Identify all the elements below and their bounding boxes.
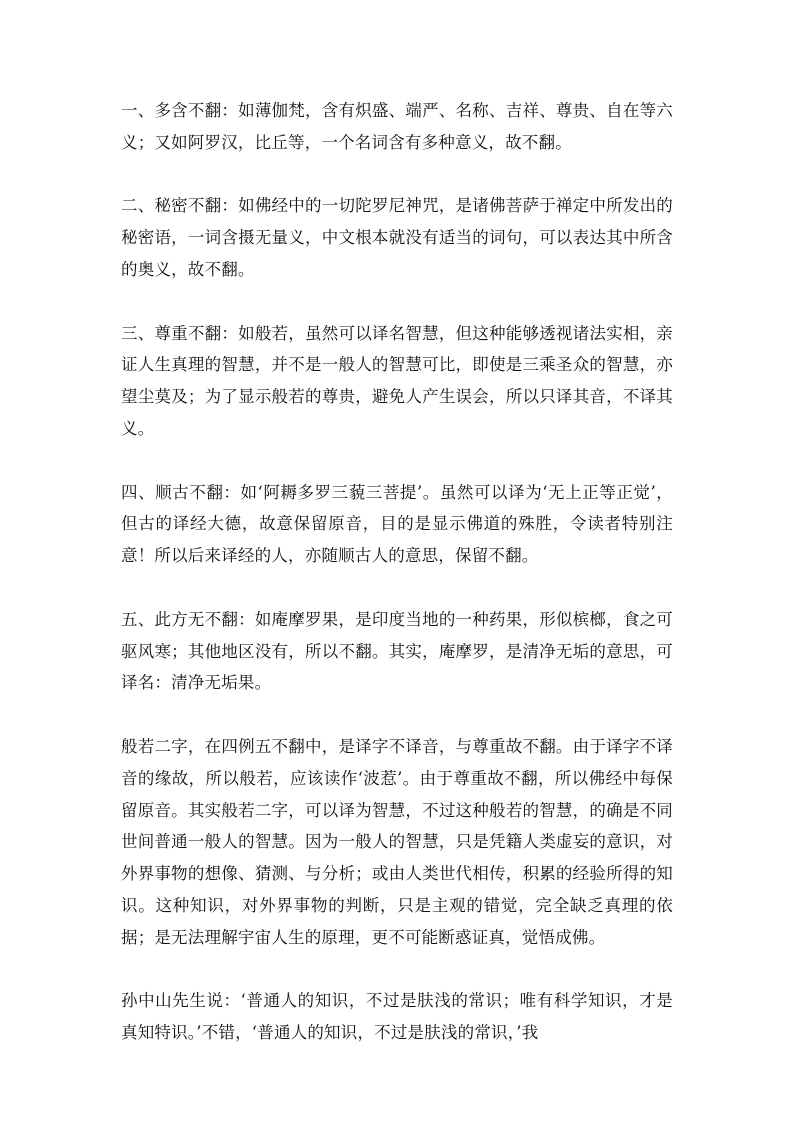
paragraph-mi-mi-bu-fan: 二、秘密不翻：如佛经中的一切陀罗尼神咒，是诸佛菩萨于禅定中所发出的秘密语，一词含摄无量义，中文根本就没有适当的词句，可以表达其中所含的奥义，故不翻。 <box>121 196 673 279</box>
paragraph-ci-fang-wu-bu-fan: 五、此方无不翻：如庵摩罗果，是印度当地的一种药果，形似槟榔，食之可驱风寒；其他地区没有，所以不翻。其实，庵摩罗，是清净无垢的意思，可译名：清净无垢果。 <box>121 609 673 693</box>
paragraph-shun-gu-bu-fan: 四、顺古不翻：如‘阿耨多罗三藐三菩提’。虽然可以译为‘无上正等正觉’，但古的译经大德，故意保留原音，目的是显示佛道的殊胜，令读者特别注意！所以后来译经的人，亦随顺古人的意思，保留不翻。 <box>121 482 673 566</box>
document-body <box>121 95 673 1081</box>
paragraph-duo-han-bu-fan: 一、多含不翻：如薄伽梵，含有炽盛、端严、名称、吉祥、尊贵、自在等六义；又如阿罗汉，比丘等，一个名词含有多种意义，故不翻。 <box>121 101 673 152</box>
paragraph-bo-re-er-zi: 般若二字，在四例五不翻中，是译字不译音，与尊重故不翻。由于译字不译音的缘故，所以般若，应该读作‘波惹’。由于尊重故不翻，所以佛经中每保留原音。其实般若二字，可以译为智慧，不过这种般若的智慧，的确是不同世间普通一般人的智慧。因为一般人的智慧，只是凭籍人类虚妄的意识，对外界事物的想像、猜测、与分析；或由人类世代相传，积累的经验所得的知识。这种知识，对外界事物的判断，只是主观的错觉，完全缺乏真理的依据；是无法理解宇宙人生的原理，更不可能断惑证真，觉悟成佛。 <box>121 736 673 947</box>
paragraph-sun-zhong-shan-quote: 孙中山先生说：‘普通人的知识，不过是肤浅的常识；唯有科学知识，才是真知特识。’不错，‘普通人的知识，不过是肤浅的常识，’我 <box>121 991 673 1043</box>
paragraph-zun-zhong-bu-fan: 三、尊重不翻：如般若，虽然可以译名智慧，但这种能够透视诸法实相，亲证人生真理的智慧，并不是一般人的智慧可比，即使是三乘圣众的智慧，亦望尘莫及；为了显示般若的尊贵，避免人产生误会，所以只译其音，不译其义。 <box>121 323 673 438</box>
